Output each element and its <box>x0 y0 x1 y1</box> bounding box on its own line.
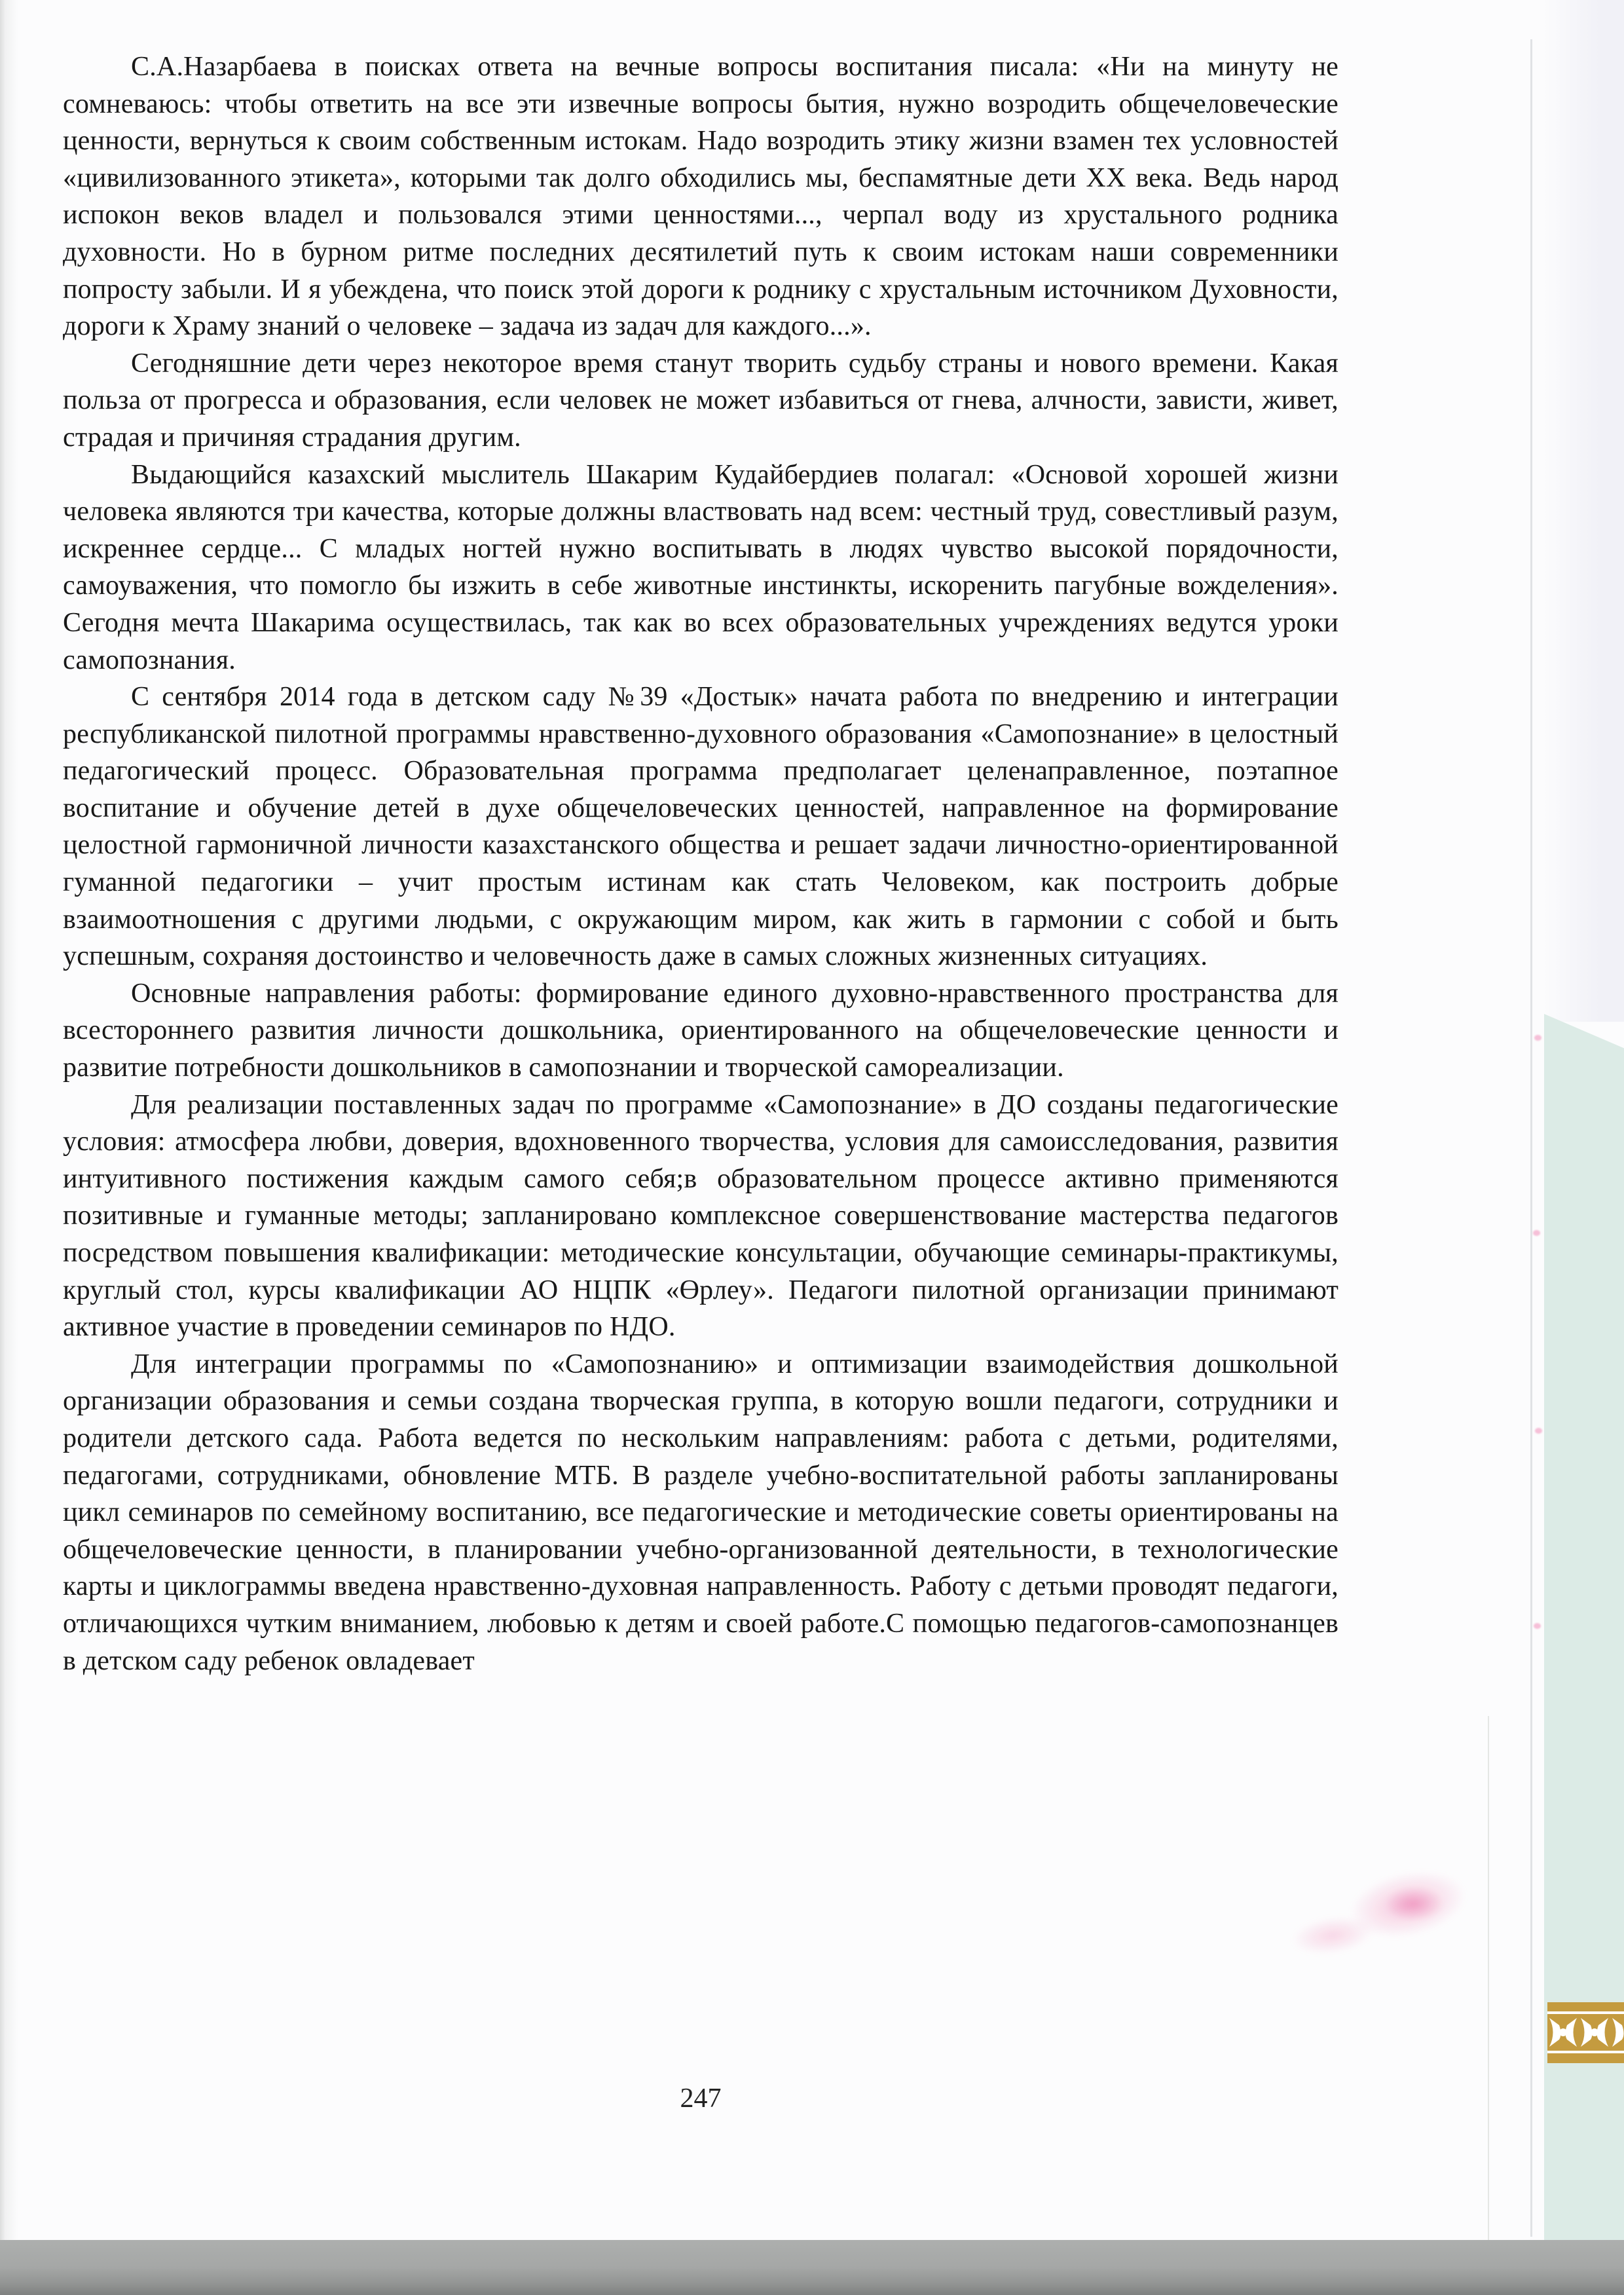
kazakh-ornament-band <box>1547 2002 1624 2063</box>
page-crease-line <box>1488 1716 1489 2240</box>
paragraph-kindergarten-program: С сентября 2014 года в детском саду №39 «Достык» начата работа по внедрению и интеграции республиканской пилотной программы нравственно-духовного образования «Самопознание» в целостный педагогический процесс. Образовательная программа предполагает целенаправленное, поэтапное воспитание и обучение детей в духе общечеловеческих ценностей, направленное на формирование целостной гармоничной личности казахстанского общества и решает задачи личностно-ориентированной гуманной педагогики – учит простым истинам как стать Человеком, как построить добрые взаимоотношения с другими людьми, с окружающим миром, как жить в гармонии с собой и быть успешным, сохраняя достоинство и человечность даже в самых сложных жизненных ситуациях. <box>63 682 1338 972</box>
page-crease-line <box>1530 39 1532 2237</box>
pink-ink-dot <box>1535 1428 1542 1434</box>
body-text <box>63 48 1338 1679</box>
page-right-edge-shading <box>1542 0 1624 1022</box>
paragraph-todays-children: Сегодняшние дети через некоторое время станут творить судьбу страны и нового времени. Какая польза от прогресса и образования, если человек не может избавиться от гнева, алчности, зависти, живет, страдая и причиняя страдания другим. <box>63 348 1338 453</box>
scanner-bed-strip <box>0 2240 1624 2295</box>
scan-left-edge-shadow <box>0 0 20 2240</box>
page-number: 247 <box>680 2083 722 2114</box>
paragraph-main-directions: Основные направления работы: формирование единого духовно-нравственного пространства для всестороннего развития личности дошкольника, ориентированного на общечеловеческие ценности и развитие потребности дошкольников в самопознании и творческой самореализации. <box>63 978 1338 1083</box>
paragraph-shakarim: Выдающийся казахский мыслитель Шакарим Кудайбердиев полагал: «Основой хорошей жизни человека являются три качества, которые должны властвовать над всем: честный труд, совестливый разум, искреннее сердце... С младых ногтей нужно воспитывать в людях чувство высокой порядочности, самоуважения, что помогло бы изжить в себе животные инстинкты, искоренить пагубные вожделения». Сегодня мечта Шакарима осуществилась, так как во всех образовательных учреждениях ведутся уроки самопознания. <box>63 459 1338 675</box>
pink-ink-dot <box>1534 1035 1541 1041</box>
pink-ink-dot <box>1533 1230 1540 1236</box>
paragraph-nazarbaeva-quote: С.А.Назарбаева в поисках ответа на вечные вопросы воспитания писала: «Ни на минуту не сомневаюсь: чтобы ответить на все эти извечные вопросы бытия, нужно возродить общечеловеческие ценности, вернуться к своим собственным истокам. Надо возродить этику жизни взамен тех условностей «цивилизованного этикета», которыми так долго обходились мы, беспамятные дети XX века. Ведь народ испокон веков владел и пользовался этими ценностями..., черпал воду из хрустального родника духовности. Но в бурном ритме последних десятилетий путь к своим истокам наши современники попросту забыли. И я убеждена, что поиск этой дороги к роднику с хрустальным источником Духовности, дороги к Храму знаний о человеке – задача из задач для каждого...». <box>63 52 1338 342</box>
pink-highlighter-smudge <box>1375 1881 1454 1927</box>
paragraph-pedagogical-conditions: Для реализации поставленных задач по программе «Самопознание» в ДО созданы педагогические условия: атмосфера любви, доверия, вдохновенного творчества, условия для самоисследования, развития интуитивного постижения каждым самого себя;в образовательном процессе активно применяются позитивные и гуманные методы; запланировано комплексное совершенствование мастерства педагогов посредством повышения квалификации: методические консультации, обучающие семинары-практикумы, круглый стол, курсы квалификации АО НЦПК «Өрлеу». Педагоги пилотной организации принимают активное участие в проведении семинаров по НДО. <box>63 1089 1338 1343</box>
pink-ink-dot <box>1534 1623 1541 1629</box>
paragraph-program-integration: Для интеграции программы по «Самопознанию» и оптимизации взаимодействия дошкольной организации образования и семьи создана творческая группа, в которую вошли педагоги, сотрудники и родители детского сада. Работа ведется по нескольким направлениям: работа с детьми, родителями, педагогами, сотрудниками, обновление МТБ. В разделе учебно-воспитательной работы запланированы цикл семинаров по семейному воспитанию, все педагогические и методические советы ориентированы на общечеловеческие ценности, в планировании учебно-организованной деятельности, в технологические карты и циклограммы введена нравственно-духовная направленность. Работу с детьми проводят педагоги, отличающихся чутким вниманием, любовью к детям и своей работе.С помощью педагогов-самопознанцев в детском саду ребенок овладевает <box>63 1349 1338 1676</box>
